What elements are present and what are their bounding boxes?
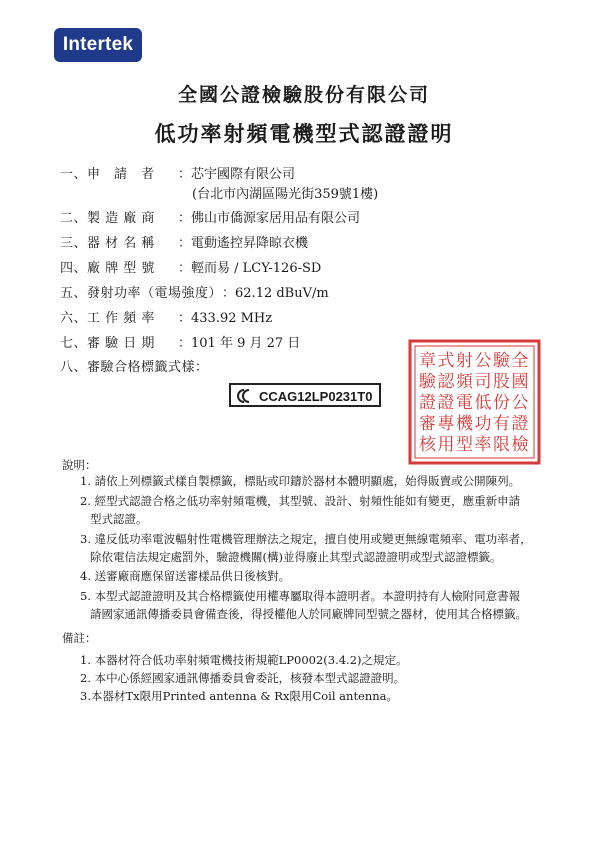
official-seal	[407, 338, 542, 466]
seal-char: 率	[474, 435, 492, 455]
field-label-sample	[60, 356, 209, 375]
note-item: 4. 送審廠商應保留送審樣品供日後核對。	[80, 569, 291, 583]
note-item: 型式認證。	[90, 512, 148, 526]
seal-char: 用	[437, 435, 455, 455]
remark-item: 3.本器材Tx限用Printed antenna & Rx限用Coil antenna。	[80, 689, 399, 703]
note-item: 1. 請依上列標籤式樣自製標籤，標貼或印鑄於器材本體明顯處，始得販賣或公開陳列。	[80, 474, 521, 488]
intertek-logo: Intertek	[54, 28, 142, 62]
field-review-date	[60, 332, 300, 351]
seal-char: 國	[511, 372, 529, 392]
seal-char: 專	[437, 414, 455, 434]
field-value: ：62.12 dBuV/m	[222, 286, 329, 301]
seal-char: 公	[474, 351, 492, 371]
seal-char: 驗	[493, 351, 510, 371]
field-value: ：佛山市僑源家居用品有限公司	[178, 211, 361, 226]
note-item: 3. 違反低功率電波輻射性電機管理辦法之規定，擅自使用或變更無線電頻率、電功率者，	[80, 532, 532, 546]
seal-char: 章	[419, 351, 436, 371]
field-label: 三、器 材 名 稱	[60, 236, 155, 251]
note-item: 除依電信法規定處罰外，驗證機關(構)並得廢止其型式認證證明或型式認證標籤。	[90, 550, 502, 564]
field-label: 四、廠 牌 型 號	[60, 261, 155, 276]
field-label: 五、發射功率（電場強度）	[60, 286, 223, 301]
ncc-mark-icon	[236, 388, 256, 404]
certification-code: CCAG12LP0231T0	[259, 389, 373, 404]
seal-char: 證	[437, 393, 455, 413]
seal-char: 證	[419, 393, 436, 413]
seal-char: 公	[511, 393, 529, 413]
field-label: 八、審驗合格標籤式樣：	[60, 360, 209, 375]
field-label: 六、工 作 頻 率	[60, 311, 155, 326]
field-brand-model	[60, 257, 321, 276]
field-value: ：電動遙控昇降晾衣機	[178, 236, 309, 251]
note-item: 2. 經型式認證合格之低功率射頻電機，其型號、設計、射頻性能如有變更，應重新申請	[80, 494, 521, 508]
field-label: 二、製 造 廠 商	[60, 211, 155, 226]
remark-item: 2. 本中心係經國家通訊傳播委員會委託，核發本型式認證證明。	[80, 671, 406, 685]
field-frequency	[60, 307, 272, 326]
seal-char: 電	[456, 393, 473, 413]
seal-char: 射	[456, 351, 473, 371]
seal-char: 認	[437, 372, 455, 392]
notes-title: 說明：	[62, 458, 97, 472]
seal-char: 低	[474, 393, 492, 413]
seal-char: 型	[456, 435, 473, 455]
field-label: 一、申 請 者	[60, 167, 155, 182]
field-value: ：433.92 MHz	[178, 311, 273, 326]
remarks-title: 備註：	[62, 631, 97, 645]
certificate-title: 低功率射頻電機型式認證證明	[154, 121, 454, 146]
field-applicant-address: (台北市內湖區陽光街359號1樓)	[192, 187, 379, 202]
field-value: ：101 年 9 月 27 日	[178, 336, 301, 351]
field-transmit-power	[60, 282, 329, 301]
seal-char: 驗	[419, 372, 436, 392]
seal-char: 全	[511, 351, 529, 371]
seal-char: 式	[437, 351, 455, 371]
seal-char: 限	[493, 435, 510, 455]
seal-char: 份	[493, 393, 510, 413]
seal-char: 機	[456, 414, 473, 434]
company-title: 全國公證檢驗股份有限公司	[177, 84, 430, 106]
note-item: 5. 本型式認證證明及其合格標籤使用權專屬取得本證明者。本證明持有人檢附同意書報	[80, 589, 521, 603]
seal-char: 頻	[456, 372, 473, 392]
field-value: ：輕而易 / LCY-126-SD	[178, 261, 322, 276]
certification-label	[229, 383, 381, 407]
seal-char: 檢	[511, 435, 529, 455]
field-value: ：芯宇國際有限公司	[178, 167, 296, 182]
note-item: 請國家通訊傳播委員會備查後，得授權他人於同廠牌同型號之器材，使用其合格標籤。	[90, 607, 527, 621]
seal-char: 有	[493, 414, 510, 434]
seal-char: 股	[493, 372, 510, 392]
field-applicant	[60, 163, 295, 182]
field-device-name	[60, 232, 308, 251]
field-manufacturer	[60, 207, 360, 226]
seal-char: 功	[474, 414, 492, 434]
remark-item: 1. 本器材符合低功率射頻電機技術規範LP0002(3.4.2)之規定。	[80, 653, 408, 667]
seal-char: 司	[474, 372, 492, 392]
field-label: 七、審 驗 日 期	[60, 336, 155, 351]
seal-char: 證	[511, 414, 529, 434]
seal-char: 審	[419, 414, 436, 434]
seal-char: 核	[419, 435, 436, 455]
